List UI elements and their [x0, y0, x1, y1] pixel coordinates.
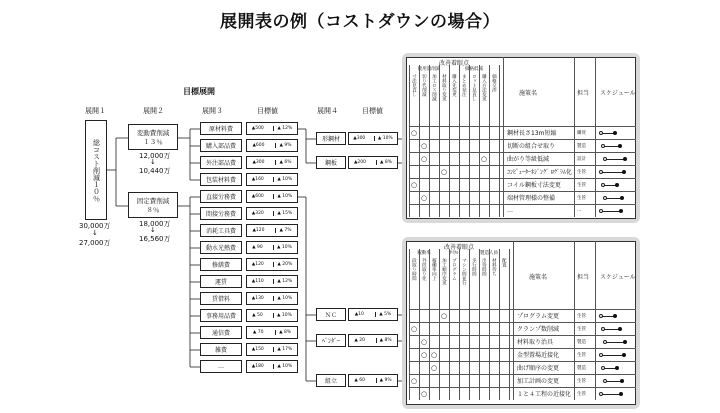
schedule-start — [601, 366, 605, 370]
owner-name: 製造 — [577, 339, 586, 345]
grid-vline — [439, 249, 440, 400]
level3-item: 原材料費 — [200, 122, 242, 135]
level4-item: ＮＣ — [316, 308, 346, 321]
level3-target — [246, 326, 298, 339]
level3-amount: ▲ 90 — [252, 245, 263, 250]
level3-pct: ▲ 10% — [273, 245, 292, 250]
schedule-start — [601, 327, 605, 331]
measure-name: ｺﾝﾋﾟｭｰﾀｰﾈｼﾞﾝｸﾞ ﾛｸﾞﾗﾑ化 — [507, 169, 572, 176]
level2-fixed-pct: ８％ — [146, 206, 160, 214]
panel-group-label: 製造人員 — [480, 251, 498, 256]
panel-column-header: 購入方法変更 — [481, 74, 487, 101]
panel-column-header: まとめ発注 — [461, 74, 467, 97]
schedule-end — [619, 209, 623, 213]
owner-name: 購買 — [577, 130, 586, 136]
level3-amount: ▲110 — [251, 279, 264, 284]
panel-column-header: マシン間並行 — [461, 258, 467, 285]
schedule-start — [603, 340, 607, 344]
panel-column-header: 外段取り化 — [421, 258, 427, 281]
panel-column-header: 材料待ち — [491, 258, 497, 276]
level3-pct: ▲ 12% — [273, 126, 292, 131]
level2-fixed-to: 16,560万 — [139, 235, 171, 243]
level3-target — [246, 156, 298, 169]
grid-vline — [469, 249, 470, 400]
mark-circle: ○ — [420, 154, 428, 163]
owner-name: … — [577, 208, 582, 213]
grid-vline — [429, 249, 430, 400]
grid-vline — [499, 249, 500, 400]
level2-box-variable — [128, 124, 178, 150]
owner-name: 生管 — [577, 169, 586, 175]
level4-amount: ▲ 20 — [354, 338, 365, 343]
level1-label: 総コスト削減１０％ — [92, 138, 101, 202]
panel-column-header: 購入先変更 — [451, 74, 457, 97]
level3-item: 包装材料費 — [200, 173, 242, 186]
schedule-start — [599, 392, 603, 396]
level2-variable-pct: １３％ — [143, 138, 163, 146]
level4-amount: ▲300 — [353, 136, 366, 141]
level3-pct: ▲ 10% — [273, 194, 292, 199]
level3-pct: ▲ 15% — [273, 211, 292, 216]
level3-target — [246, 207, 298, 220]
level3-pct: ▲ 8% — [275, 330, 291, 335]
level3-amount: ▲180 — [251, 364, 264, 369]
measure-name: 曲げ順序の変更 — [517, 365, 560, 372]
level3-amount: ▲320 — [251, 211, 264, 216]
level3-amount: ▲600 — [251, 194, 264, 199]
schedule-bar — [601, 394, 621, 395]
panel-measure-header: 施策名 — [529, 274, 548, 281]
level3-item: 事務用品費 — [200, 309, 242, 322]
schedule-end — [615, 183, 619, 187]
panel-column-header: 稼働率向上 — [431, 258, 437, 281]
measure-name: 切断の組合せ取り — [507, 143, 556, 150]
grid-vline — [503, 57, 504, 217]
level4-amount: ▲ 60 — [354, 378, 365, 383]
level4-target — [348, 132, 398, 145]
schedule-end — [613, 314, 617, 318]
level3-target — [246, 122, 298, 135]
level3-target — [246, 258, 298, 271]
col-header-l2: 展開２ — [143, 107, 164, 115]
col-header-l4-target: 目標値 — [362, 107, 383, 115]
level1-arrow: ↓ — [92, 229, 98, 237]
grid-vline — [499, 65, 500, 217]
level3-target — [246, 139, 298, 152]
mark-circle: ○ — [420, 193, 428, 202]
panel-column-header: 加工順序変更 — [441, 258, 447, 285]
level3-amount: ▲ 50 — [252, 313, 263, 318]
schedule-start — [603, 196, 607, 200]
level1-to: 27,000万 — [79, 239, 111, 247]
level3-amount: ▲500 — [251, 126, 264, 131]
level2-fixed-from: 18,000万 — [139, 220, 171, 228]
col-header-l3: 展開３ — [202, 107, 223, 115]
grid-vline — [429, 65, 430, 217]
level4-target — [348, 374, 398, 387]
measure-name: … — [507, 207, 513, 214]
panel-schedule-header: スケジュール — [600, 90, 636, 97]
panel-column-header: 出待時間 — [481, 258, 487, 276]
owner-name: 生管 — [577, 313, 586, 319]
level3-amount: ▲120 — [251, 262, 264, 267]
level3-target — [246, 275, 298, 288]
level4-target — [348, 334, 398, 347]
panel-column-header: 段取り時間 — [411, 258, 417, 281]
level3-pct: ▲ 10% — [273, 313, 292, 318]
level3-pct: ▲ 17% — [273, 347, 292, 352]
grid-vline — [513, 241, 514, 400]
grid-vline — [469, 65, 470, 217]
page-title: 展開表の例（コストダウンの場合） — [220, 12, 500, 32]
schedule-start — [603, 379, 607, 383]
panel-column-header: 加工ロス削減 — [431, 74, 437, 101]
panel-header: 改善着眼点 — [438, 60, 469, 67]
mark-circle: ○ — [410, 180, 418, 189]
owner-name: 生管 — [577, 391, 586, 397]
level3-item: 消耗工具費 — [200, 224, 242, 237]
schedule-end — [622, 170, 626, 174]
level4-pct: ▲ 8% — [376, 338, 392, 343]
level2-fixed-arrow: ↓ — [150, 226, 156, 234]
panel-group-label: ｻｲｸﾙ — [449, 251, 459, 256]
level2-box-fixed — [128, 192, 178, 218]
level4-amount: ▲200 — [353, 160, 367, 165]
level3-pct: ▲ 10% — [273, 364, 292, 369]
level3-amount: ▲160 — [251, 177, 264, 182]
level3-pct: ▲ 6% — [275, 160, 291, 165]
level3-pct: ▲ 20% — [273, 262, 292, 267]
measure-name: 加工計画の変更 — [517, 378, 560, 385]
owner-name: 生管 — [577, 182, 586, 188]
level3-target — [246, 343, 298, 356]
level3-item: 直接労務費 — [200, 190, 242, 203]
level2-variable-arrow: ↓ — [150, 158, 156, 166]
measure-name: １と４工程の近接化 — [517, 391, 572, 398]
panel-column-header: 価格交渉 — [491, 74, 497, 92]
level3-pct: ▲ 7% — [275, 228, 291, 233]
level3-target — [246, 360, 298, 373]
col-header-l1: 展開１ — [85, 107, 106, 115]
level3-amount: ▲ 70 — [252, 330, 264, 335]
mark-circle: ○ — [480, 154, 488, 163]
mark-circle: ○ — [430, 363, 438, 372]
schedule-bar — [605, 342, 625, 343]
level3-target — [246, 224, 298, 237]
grid-vline — [439, 65, 440, 217]
mark-circle: ○ — [440, 311, 448, 320]
level3-item: 動水光熱費 — [200, 241, 242, 254]
panel-owner-header: 担当 — [577, 90, 590, 97]
level3-amount: ▲600 — [252, 143, 265, 148]
schedule-end — [620, 379, 624, 383]
level4-amount: ▲10 — [354, 312, 364, 317]
level1-box — [85, 120, 107, 220]
col-header-l4: 展開４ — [317, 107, 338, 115]
level3-pct: ▲ 9% — [275, 143, 291, 148]
panel-measure-header: 施策名 — [519, 90, 538, 97]
schedule-bar — [601, 355, 624, 356]
measure-name: コイル鋼板寸法変更 — [507, 182, 561, 189]
panel-column-header: ロット見直し — [471, 74, 477, 101]
mark-circle: ○ — [420, 350, 428, 359]
schedule-start — [599, 314, 603, 318]
level3-target — [246, 241, 298, 254]
grid-vline — [509, 249, 510, 400]
level4-item: ﾍﾞﾝﾀﾞｰ — [316, 334, 346, 347]
level3-pct: ▲ 12% — [273, 279, 292, 284]
grid-vline — [449, 249, 450, 400]
owner-name: 製造 — [577, 143, 586, 149]
schedule-end — [619, 392, 623, 396]
level3-item: 運賃 — [200, 275, 242, 288]
level4-pct: ▲ 10% — [374, 136, 393, 141]
panel-column-header: 歩行時間 — [471, 258, 477, 276]
panel-group-label: 価格低減 — [465, 67, 483, 72]
measure-name: クランプ数削減 — [517, 326, 560, 333]
schedule-bar — [601, 211, 621, 212]
panel-column-header: 配置 — [501, 258, 507, 267]
mark-circle: ○ — [420, 337, 428, 346]
level3-item: 修繕費 — [200, 258, 242, 271]
level4-item: 鋼板 — [316, 156, 346, 169]
owner-name: 生管 — [577, 378, 586, 384]
owner-name: 製造 — [577, 365, 586, 371]
grid-vline — [419, 249, 420, 400]
level3-item: 外注部品費 — [200, 156, 242, 169]
goal-header: 目標展開 — [183, 87, 215, 96]
level3-item: 購入部品費 — [200, 139, 242, 152]
schedule-end — [618, 327, 622, 331]
owner-name: 生管 — [577, 195, 586, 201]
level4-target — [348, 308, 398, 321]
schedule-end — [613, 131, 617, 135]
panel-column-header: 材料取り変更 — [441, 74, 447, 101]
grid-vline — [459, 65, 460, 217]
level3-amount: ▲130 — [251, 296, 264, 301]
level3-amount: ▲120 — [252, 228, 265, 233]
level3-pct: ▲ 10% — [273, 296, 292, 301]
grid-vline — [489, 249, 490, 400]
schedule-end — [618, 144, 622, 148]
level3-target — [246, 173, 298, 186]
schedule-start — [601, 144, 605, 148]
measure-name: 材料取り治具 — [517, 339, 554, 346]
grid-vline — [595, 57, 596, 217]
schedule-bar — [605, 159, 625, 160]
mark-circle: ○ — [410, 324, 418, 333]
grid-vline — [449, 65, 450, 217]
schedule-end — [620, 196, 624, 200]
owner-name: 生管 — [577, 326, 586, 332]
grid-vline — [479, 65, 480, 217]
owner-name: 設計 — [577, 156, 586, 162]
level4-pct: ▲ 5% — [375, 312, 391, 317]
level2-variable-from: 12,000万 — [139, 152, 171, 160]
schedule-start — [599, 131, 603, 135]
mark-circle: ○ — [440, 167, 448, 176]
level4-item: 組立 — [316, 374, 346, 387]
grid-vline — [489, 65, 490, 217]
level4-pct: ▲ 8% — [376, 160, 392, 165]
level3-target — [246, 309, 298, 322]
grid-vline — [479, 249, 480, 400]
measure-name: 曲がり等級低減 — [507, 156, 550, 163]
measure-name: 金型置場近接化 — [517, 352, 560, 359]
schedule-end — [615, 366, 619, 370]
panel-column-header: プログラム — [451, 258, 457, 281]
panel-group-label: 稼動率 — [417, 251, 431, 256]
level3-target — [246, 190, 298, 203]
schedule-end — [623, 157, 627, 161]
measure-name: 端材管理様の整備 — [507, 195, 556, 202]
level3-amount: ▲150 — [251, 347, 264, 352]
mark-circle: ○ — [410, 128, 418, 137]
panel-header: 改善着眼点 — [443, 244, 474, 251]
mark-circle: ○ — [410, 376, 418, 385]
level3-item: … — [200, 360, 242, 373]
measure-name: プログラム変更 — [517, 313, 559, 320]
panel-owner-header: 担当 — [577, 274, 590, 281]
mark-circle: ○ — [420, 141, 428, 150]
level3-item: 間接労務費 — [200, 207, 242, 220]
panel-group-label: 使用量削減 — [417, 67, 441, 72]
level2-variable-label: 変動費削減 — [136, 129, 170, 137]
schedule-start — [599, 209, 603, 213]
schedule-start — [599, 353, 603, 357]
schedule-start — [599, 170, 603, 174]
level3-pct: ▲ 10% — [273, 177, 292, 182]
owner-name: 生管 — [577, 352, 586, 358]
measure-name: 鋼材長さ13m短縮 — [507, 130, 557, 137]
level2-fixed-label: 固定費削減 — [136, 197, 170, 205]
level4-item: 形鋼材 — [316, 132, 346, 145]
panel-column-header: 寸法見直し — [411, 74, 417, 97]
grid-vline — [409, 65, 410, 217]
level3-target — [246, 292, 298, 305]
panel-column-header: 切り代削減 — [421, 74, 427, 97]
level4-target — [348, 156, 398, 169]
grid-vline — [595, 241, 596, 400]
level4-pct: ▲ 9% — [376, 378, 392, 383]
col-header-l3-target: 目標値 — [257, 107, 278, 115]
grid-vline — [459, 249, 460, 400]
schedule-end — [623, 340, 627, 344]
level3-item: 雑費 — [200, 343, 242, 356]
schedule-start — [601, 183, 605, 187]
level1-from: 30,000万 — [79, 222, 111, 230]
level2-variable-to: 10,440万 — [139, 167, 171, 175]
schedule-start — [603, 157, 607, 161]
schedule-bar — [601, 172, 624, 173]
mark-circle: ○ — [430, 350, 438, 359]
mark-circle: ○ — [420, 389, 428, 398]
level3-amount: ▲300 — [252, 160, 265, 165]
panel-schedule-header: スケジュール — [600, 274, 636, 281]
schedule-end — [622, 353, 626, 357]
level3-item: 通信費 — [200, 326, 242, 339]
level3-item: 賃借料 — [200, 292, 242, 305]
